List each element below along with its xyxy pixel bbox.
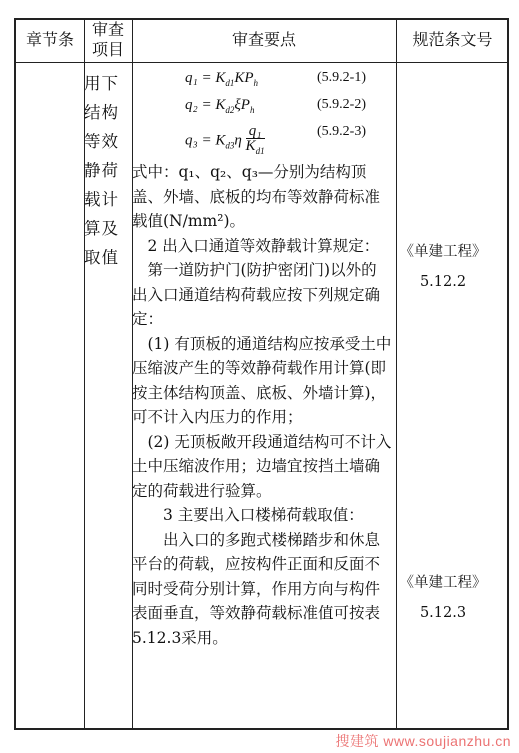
header-divider: [16, 62, 507, 63]
review-item-line: 静荷: [84, 161, 119, 180]
review-item-text: [84, 69, 122, 272]
formula-2: $q_2 = K_{d2}\xi P_h$: [185, 97, 255, 115]
review-item-line: 载计: [84, 190, 119, 209]
review-item-line: 结构: [84, 103, 119, 122]
header-points: 审查要点: [231, 30, 296, 49]
section-3-title: 3 主要出入口楼梯荷载取值：: [163, 506, 364, 524]
header-chapter: 章节条: [25, 30, 74, 49]
ref-2-doc: 《单建工程》: [399, 575, 487, 591]
header-ref: 规范条文号: [412, 30, 493, 49]
watermark: 搜建筑 www.soujianzhu.cn: [335, 733, 511, 749]
ref-1-clause: 5.12.2: [419, 274, 467, 290]
col-divider: [396, 20, 397, 728]
section-2-body: 第一道防护门(防护密闭门)以外的出入口通道结构荷载应按下列规定确定：: [132, 261, 381, 328]
formula-3: $q_3 = K_{d3}\eta$ $\frac{\text{q₁}}{K_{d1}}$: [185, 123, 265, 156]
review-item-line: 算及: [84, 219, 119, 238]
formula-2-number: (5.9.2-2): [317, 97, 366, 112]
formula-3-number: (5.9.2-3): [317, 124, 366, 139]
review-item-line: 等效: [84, 132, 119, 151]
formula-3-fraction: $\frac{\text{q₁}}{K_{d1}}$: [245, 123, 265, 156]
section-2-title: 2 出入口通道等效静载计算规定：: [147, 236, 380, 255]
ref-1-doc: 《单建工程》: [399, 244, 487, 260]
review-points-text: [132, 160, 392, 650]
ref-2-clause: 5.12.3: [419, 605, 467, 621]
section-3-body: 出入口的多跑式楼梯踏步和休息平台的荷载，应按构件正面和反面不同时受荷分别计算，作用方向与构件表面垂直，等效静荷载标准值可按表5.12.3采用。: [132, 530, 381, 647]
section-2-item-2: (2) 无顶板敞开段通道结构可不计入土中压缩波作用；边墙宜按挡土墙确定的荷载进行验算。: [132, 432, 392, 500]
ref-2: [398, 568, 488, 628]
formula-1: $q_1 = K_{d1}KP_h$: [185, 70, 259, 88]
where-clause: 式中：q₁、q₂、q₃—分别为结构顶盖、外墙、底板的均布等效静荷标准载值(N/mm²)。: [132, 163, 381, 230]
header-item-line1: 审查: [91, 20, 124, 39]
ref-1: [398, 237, 488, 297]
section-2-item-1: (1) 有顶板的通道结构应按承受土中压缩波产生的等效静荷载作用计算(即按主体结构顶盖、底板、外墙计算)，可不计入内压力的作用；: [132, 334, 392, 426]
review-item-line: 用下: [84, 74, 119, 93]
header-item-line2: 项目: [91, 40, 124, 59]
header-item: [84, 20, 132, 60]
review-item-line: 取值: [84, 248, 119, 267]
formula-1-number: (5.9.2-1): [317, 70, 366, 85]
